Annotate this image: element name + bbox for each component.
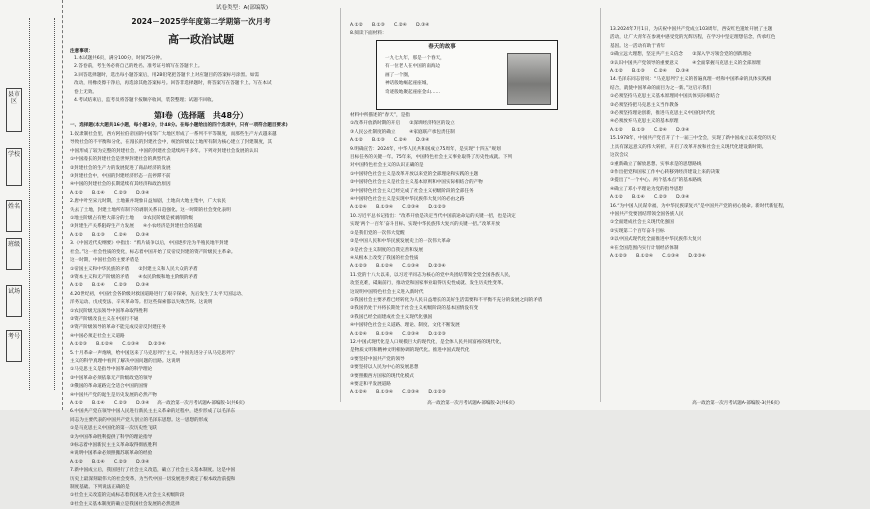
field-label: 班级 — [7, 241, 20, 248]
text-line: 材料中所描述的“春天”，是指 — [350, 113, 410, 118]
text-line: 7.新中国成立后，我国进行了社会主义改造，确立了社会主义基本制度。这是中国 — [70, 468, 236, 474]
field-label: 试场 — [7, 288, 20, 295]
text-line: ②实现第二个百年奋斗目标 — [610, 228, 665, 234]
text-line: 11.党的十八大以来，以习近平同志为核心的党中央团结带领全党全国各族人民， — [350, 272, 514, 278]
text-line: ①地主阶级占有绝大部分的土地 ②农民阶级是被剥削阶级 — [70, 216, 194, 222]
text-line: A.①②④ B.①③④ C.②③④ D.①②③ — [350, 205, 446, 211]
text-line: A.①② B.①④ C.②③ D.③④ — [610, 195, 690, 201]
text-line: 2.唐中叶至宋元时期，土地兼并现象日益加剧，土地向大地主集中，广大农民 — [70, 199, 226, 205]
text-line: ②作出把党和国家工作中心转移到经济建设上来的决策 — [610, 169, 720, 175]
text-line: A.①② B.①③ C.②④ D.③④ — [70, 232, 150, 238]
page-title: 高一政治试题 — [168, 33, 234, 46]
text-line: ②为中国革命胜利提供了科学的理论指导 — [70, 434, 153, 440]
page-column-3 — [606, 0, 866, 410]
text-line: ④中国特色社会主义道路、理论、制度、文化不断发展 — [350, 323, 460, 329]
text-line: 10.习近平总书记指出：“改革开放是决定当代中国前途命运的关键一招，也是决定 — [350, 213, 516, 219]
text-line: ④说明中国革命必须照搬苏联革命的经验 — [70, 451, 153, 457]
questions-block — [350, 112, 594, 398]
text-line: 这一时期，中国社会的主要矛盾是 — [70, 258, 139, 264]
field-label: 县市区 — [7, 91, 20, 105]
text-line: ③俄国的革命道路完全适合中国的国情 — [70, 384, 148, 390]
questions-block — [70, 131, 336, 509]
text-line: 8.阅读下面材料： — [350, 31, 387, 37]
binding-field-room — [6, 285, 22, 317]
text-line: 3.《中国近代史纲要》中指出：“鸦片战争以后，中国逐步沦为半殖民地半封建 — [70, 241, 229, 247]
text-line: ④中国共产党的诞生是历史发展的必然产物 — [70, 392, 157, 398]
text-line: ③必须坚持理论创新，推进马克思主义中国化时代化 — [610, 111, 716, 117]
text-line: ②我国仍处于并将长期处于社会主义初级阶段的基本国情没有变 — [350, 306, 479, 312]
text-line: 这次会议 — [610, 153, 629, 159]
text-line: 是物质文明和精神文明相协调的现代化。推进中国式现代化 — [350, 348, 470, 354]
text-line: 9.明确宣告：2024年，中华人民共和国成立75周年，是实现“十四五”规划 — [350, 146, 501, 152]
text-line: ①重新确立了解放思想、实事求是的思想路线 — [610, 161, 702, 167]
text-line: ③以中国式现代化全面推进中华民族伟大复兴 — [610, 237, 702, 243]
binding-field-class — [6, 238, 22, 270]
text-line: A.①②③ B.①②④ C.①③④ D.②③④ — [610, 253, 706, 259]
text-line: 这说明中国特色社会主义进入新时代 — [350, 289, 424, 295]
text-line: 4.20世纪初，中国社会各阶级对救国道路进行了艰辛探索，先后发生了太平天国运动、 — [70, 291, 246, 297]
text-line: ③中国特色社会主义已经完成了社会主义初级阶段的全部任务 — [350, 188, 474, 194]
text-line: ③我国已经全面建成社会主义现代化强国 — [350, 314, 433, 320]
text-line: 有一位老人在中国的南海边 — [385, 64, 441, 70]
text-line: ④确立了邓小平理论为党的指导思想 — [610, 186, 684, 192]
text-line: 画了一个圈， — [385, 72, 413, 78]
text-line: 目标任务的关键一年。75年来，中国特色社会主义事业取得了历史性成就。下列 — [350, 155, 513, 161]
notes-title: 注意事项： — [70, 49, 93, 54]
text-line: ③资产阶级领导的革命不能完成反帝反封建任务 — [70, 325, 166, 331]
text-line: ①是马克思主义中国化的第一次历史性飞跃 — [70, 426, 157, 432]
text-line: ③封建社会中，中国的封建经济形态一直停滞不前 — [70, 174, 171, 180]
text-line: 中国形成了较为完整的封建社会，中国的封建社会延续两千多年。下列对封建社会发展的认识 — [70, 148, 259, 154]
text-line: ①必须坚持马克思主义基本原理同中国具体实际相结合 — [610, 94, 720, 100]
story-box — [376, 40, 558, 110]
text-line: ④必须放弃马克思主义的基本原理 — [610, 119, 679, 125]
text-line: ①农民阶级无法领导中国革命取得胜利 — [70, 308, 148, 314]
text-line: ①全面建成社会主义现代化强国 — [610, 220, 674, 226]
text-line: ①中国特色社会主义是改革开放以来党的全部理论和实践的主题 — [350, 171, 479, 177]
text-line: ①是我们党的一次伟大觉醒 — [350, 230, 405, 236]
page-footer: 高一政治第一次月考试题A-部编版-2(共6页) — [427, 401, 515, 406]
text-line: ①我国社会主要矛盾已经转化为人民日益增长的美好生活需要和不平衡不充分的发展之间的矛盾 — [350, 297, 543, 303]
seal-line — [54, 18, 56, 390]
text-line: ④要走和平发展道路 — [350, 382, 391, 387]
text-line: ②必须坚持把马克思主义当作教条 — [610, 102, 679, 108]
binding-strip — [0, 0, 63, 410]
text-line: A.①②④ B.①③④ C.②③④ D.①②③ — [350, 390, 446, 396]
story-lines — [385, 55, 505, 97]
text-line: ①改革开放新时期的开启 ②深圳经济特区的设立 — [350, 121, 455, 127]
text-line: A.①② B.①④ C.②③ D.③④ — [70, 459, 150, 465]
text-line: 一九七九年，那是一个春天， — [385, 56, 445, 61]
page-footer: 高一政治第一次月考试题A-部编版-3(共6页) — [692, 401, 780, 406]
page-column-1 — [66, 0, 336, 507]
text-line: 攻坚克难，砥砺前行，推动党和国家事业取得历史性成就、发生历史性变革。 — [350, 281, 507, 287]
column-divider — [340, 8, 341, 402]
text-line: ②社会主义基本制度的确立是我国社会发展的必然选择 — [70, 501, 180, 507]
text-line: 1.奴隶制社会里，西方阿拉伯帝国的中国等广大地区形成了一系列不平等制度，而那些生产方式越来越 — [70, 132, 277, 137]
text-line: ②封建社会的生产力的发展促进了商品经济的发展 — [70, 165, 171, 171]
text-line: A.①②③ B.①②④ C.①③④ D.②③④ — [350, 264, 446, 270]
field-label: 考号 — [7, 333, 20, 340]
text-line: 活动，让广大青年在参观中感受党的光辉历程，在学习中坚定理想信念，传承红色 — [610, 35, 776, 41]
text-line: ④从根本上改变了我国的社会性质 — [350, 255, 419, 261]
text-line: A.①②④ B.①③④ C.②③④ D.①②③ — [350, 331, 446, 337]
text-line: ②中国特色社会主义是社会主义基本原则和中国实际相结合的产物 — [350, 180, 483, 186]
text-line: A.①② B.①④ C.②③ D.③④ — [70, 190, 150, 196]
text-line: 奇迹般地聚起座座金山…… — [385, 89, 441, 95]
text-line: 13.2024年7月1日，为庆祝中国共产党成立103周年，西安红色遗址开展了主题 — [610, 27, 773, 32]
text-line: A.①②③ B.①②④ C.①③④ D.②③④ — [70, 342, 166, 348]
text-line: A.①② B.①③ C.②④ D.③④ — [350, 138, 430, 144]
text-line: ②中国革命必须依靠无产阶级政党的领导 — [70, 375, 153, 381]
text-line: 洋务运动、戊戌变法、辛亥革命等。但这些探索都以失败告终。这说明 — [70, 300, 213, 306]
questions-block — [350, 22, 594, 39]
text-line: ③提出了“一个中心、两个基本点”的基本路线 — [610, 178, 702, 184]
text-line: 16.“为中国人民谋幸福，为中华民族谋复兴”是中国共产党的初心使命。新时代新征程， — [610, 203, 788, 209]
text-line: ①马克思主义是指导中国革命的科学理论 — [70, 367, 153, 373]
text-line: A.①② B.①③ C.②④ D.③④ — [350, 23, 430, 28]
text-line: ④中国特色社会主义是实现中华民族伟大复兴的必由之路 — [350, 197, 465, 203]
text-line: 同志为主要代表的中国共产党人创立的毛泽东思想。这一思想的形成 — [70, 417, 208, 423]
text-line: ②是中国人民和中华民族发展史上的一次伟大革命 — [350, 239, 451, 245]
text-line: 主义的科学真理中看到了解决中国问题的出路。这说明 — [70, 358, 181, 364]
seal-line — [29, 18, 31, 390]
binding-field-school — [6, 148, 22, 186]
text-line: 卷上无效。 — [74, 89, 97, 95]
exam-type: 试卷类型：A(部编版) — [216, 5, 269, 11]
text-line: A.①② B.①④ C.②③ D.③④ — [70, 283, 150, 289]
page-footer: 高一政治第一次月考试题A-部编版-1(共6页) — [157, 401, 245, 406]
text-line: ③要照搬西方国家的现代化模式 — [350, 373, 414, 379]
field-label: 学校 — [7, 151, 20, 158]
text-line: ③是社会主义制度的自我完善和发展 — [350, 247, 424, 253]
questions-block — [610, 26, 864, 261]
text-line: 12.中国式现代化是人口规模巨大的现代化，是全体人民共同富裕的现代化， — [350, 339, 505, 345]
part1-desc: 一、选择题(本大题共16小题，每小题3分，计48分。在每小题给出的四个选项中，只有一项符合题目要求) — [70, 123, 288, 128]
text-line: 5.十月革命一声炮响，给中国送来了马克思列宁主义。中国先进分子从马克思列宁 — [70, 350, 236, 356]
text-line: 改动，用橡皮擦干净后，再选涂其他答案标号。回答非选择题时，将答案写在答题卡上。写在本试 — [74, 81, 272, 87]
text-line: 制度基础。下列说法正确的是 — [70, 485, 130, 491]
text-line: 导致社会的不平衡和分化，在漫长的封建社会中，统治阶级以土地所有制为核心建立了封建制度，其 — [70, 140, 273, 146]
part1-heading: 第Ⅰ卷（选择题 共48分） — [153, 111, 249, 120]
text-line: 上具有深远意义的伟大转折，开启了改革开放和社会主义现代化建设新时期。 — [610, 144, 767, 150]
text-line: 3.回答选择题时，选出每小题答案后，用2B铅笔把答题卡上对应题目的答案标号涂黑。如需 — [74, 72, 260, 78]
text-line: ③资本主义和无产阶级的矛盾 ④农民阶级和地主阶级的矛盾 — [70, 274, 198, 280]
text-line: 结合，就使中国革命的面目为之一新。”这启示我们 — [610, 85, 712, 91]
page-column-2 — [346, 0, 596, 410]
text-line: 神话般地崛起座座城， — [385, 81, 431, 87]
text-line: ②要坚持以人民为中心的发展思想 — [350, 365, 419, 371]
year-line: 2024－2025学年度第二学期第一次月考 — [131, 17, 271, 26]
text-line: A.①② B.①③ C.②④ D.③④ — [610, 127, 690, 133]
text-line: 基因。这一活动有助于青年 — [610, 43, 666, 49]
text-line: 1.本试题共6页，满分100分，时间75分钟。 — [74, 56, 165, 61]
text-line: ③标志着中国新民主主义革命取得彻底胜利 — [70, 443, 157, 449]
text-line: 社会。”这一社会性质的变化，标志着中国开始了反帝反封建的资产阶级民主革命。 — [70, 249, 236, 255]
text-line: ④中国的封建社会的长期延续有其经济和政治原因 — [70, 182, 171, 188]
text-line: A.①② B.①④ C.②③ D.③④ — [70, 401, 150, 406]
text-line: ③认识中国共产党领导的重要意义 ④全面掌握马克思主义的全部原理 — [610, 60, 761, 66]
story-title: 春天的故事 — [428, 44, 456, 50]
column-divider — [600, 8, 601, 402]
text-line: ②资产阶级改良主义在中国行不通 — [70, 316, 139, 322]
text-line: 中国共产党要团结带领全国各族人民 — [610, 211, 684, 217]
binding-field-county — [6, 88, 22, 132]
text-line: ③人民公社制度的确立 ④家庭联产承包责任制 — [350, 129, 455, 135]
text-line: 15.1978年，中国共产党召开了十一届三中全会，实现了新中国成立以来党的历史 — [610, 136, 776, 142]
text-line: 历史上最深刻最伟大的社会变革，为当代中国一切发展进步奠定了根本政治前提和 — [70, 476, 236, 482]
text-line: A.①② B.①③ C.②④ D.③④ — [610, 69, 690, 75]
text-line: 失去了土地，封建土地所有制下的剥削关系日趋强化。这一时期的社会变化表明 — [70, 207, 231, 213]
text-line: 实现‘两个一百年’奋斗目标、实现中华民族伟大复兴的关键一招。”改革开放 — [350, 222, 501, 228]
notes-list — [74, 55, 336, 105]
text-line: 6.中国共产党在领导中国人民进行新民主主义革命的过程中，逐步形成了以毛泽东 — [70, 409, 236, 415]
text-line: ④在全国范围内实行计划经济体制 — [610, 245, 679, 251]
text-line: ①中国漫长的封建社会是世界封建社会的典型代表 — [70, 157, 171, 163]
text-line: ①要坚持中国共产党的领导 — [350, 356, 405, 362]
portrait-photo — [507, 53, 551, 105]
text-line: 对中国特色社会主义的认识正确的是 — [350, 163, 424, 169]
field-label: 姓名 — [7, 203, 20, 210]
binding-field-number — [6, 330, 22, 362]
text-line: ①确立远大理想，坚定共产主义信念 ②深入学习领会党的创新理论 — [610, 52, 752, 58]
text-line: ①社会主义改造的完成标志着我国进入社会主义初级阶段 — [70, 493, 185, 499]
text-line: 14.毛泽东同志曾说：“马克思列宁主义的普遍真理一经和中国革命的具体实践相 — [610, 77, 772, 83]
text-line: ①帝国主义和中华民族的矛盾 ②封建主义和人民大众的矛盾 — [70, 266, 198, 272]
text-line: 4.考试结束后，监考员将答题卡按顺序收回，装袋整理；试题不回收。 — [74, 98, 217, 104]
text-line: 2.答卷前，考生务必将自己的姓名、准考证号填写在答题卡上。 — [74, 64, 203, 70]
text-line: ③封建生产关系阻碍生产力发展 ④小农经济是封建社会的基础 — [70, 224, 203, 230]
text-line: ④中国必须走社会主义道路 — [70, 333, 125, 339]
binding-field-name — [6, 200, 22, 232]
